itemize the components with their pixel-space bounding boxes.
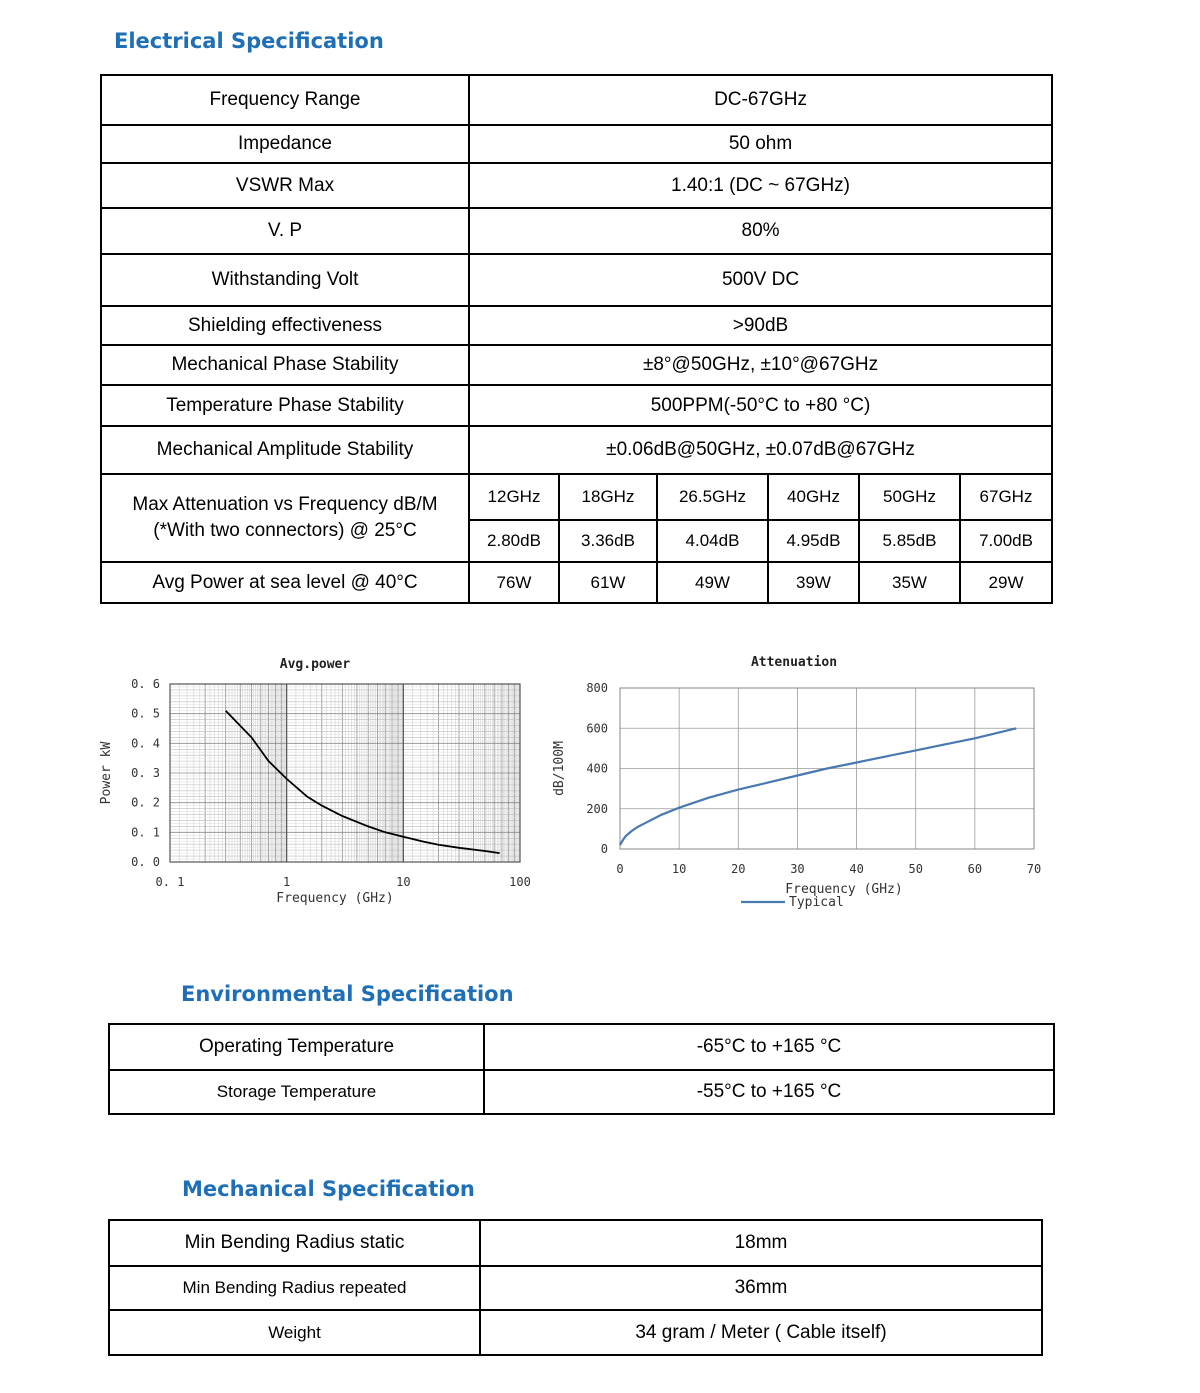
row-value: 34 gram / Meter ( Cable itself) [480,1310,1042,1355]
row-label: Mechanical Amplitude Stability [101,426,469,474]
row-label: Withstanding Volt [101,254,469,306]
row-label: V. P [101,208,469,254]
power-cell: 61W [559,562,657,603]
power-cell: 29W [960,562,1052,603]
row-value: 500V DC [469,254,1052,306]
power-cell: 49W [657,562,768,603]
y-tick-label: 0. 2 [131,795,160,810]
x-tick-label: 40 [849,862,864,876]
row-label: Mechanical Phase Stability [101,345,469,385]
freq-cell: 67GHz [960,474,1052,520]
row-value: -65°C to +165 °C [484,1024,1054,1070]
avg-power-chart [90,648,550,913]
freq-cell: 40GHz [768,474,859,520]
x-tick-label: 0 [616,862,624,876]
power-cell: 76W [469,562,559,603]
row-value: ±8°@50GHz, ±10°@67GHz [469,345,1052,385]
y-tick-label: 0 [600,842,608,856]
freq-cell: 26.5GHz [657,474,768,520]
row-value: 18mm [480,1220,1042,1266]
row-value: DC-67GHz [469,75,1052,125]
table-row [101,345,1052,385]
y-tick-label: 0. 1 [131,825,160,840]
attenuation-chart [545,648,1065,913]
table-row [101,254,1052,306]
attenuation-label-line2: (*With two connectors) @ 25°C [153,520,417,541]
table-row [109,1266,1042,1310]
table-row [101,125,1052,163]
y-tick-label: 0. 4 [131,736,160,751]
row-value: -55°C to +165 °C [484,1070,1054,1114]
x-axis-label: Frequency (GHz) [276,891,394,906]
x-axis-label: Frequency (GHz) [785,882,903,897]
freq-cell: 50GHz [859,474,960,520]
attenuation-cell: 2.80dB [469,520,559,562]
table-row [101,426,1052,474]
environmental-spec-title: Environmental Specification [181,982,514,1006]
table-row [101,208,1052,254]
y-tick-label: 400 [586,761,608,776]
electrical-spec-title: Electrical Specification [114,29,384,53]
table-row [109,1070,1054,1114]
y-axis-label: dB/100M [552,741,567,796]
x-tick-label: 0. 1 [155,875,185,889]
table-row [101,306,1052,345]
row-label: Frequency Range [101,75,469,125]
y-axis-label: Power kW [99,741,114,805]
row-value: 500PPM(-50°C to +80 °C) [469,385,1052,426]
y-tick-label: 600 [586,721,608,736]
row-value: >90dB [469,306,1052,345]
x-tick-label: 100 [509,875,531,889]
chart-title: Avg.power [279,657,351,672]
row-label: Storage Temperature [109,1070,484,1114]
x-tick-label: 50 [908,862,923,876]
table-row [101,75,1052,125]
row-value: 50 ohm [469,125,1052,163]
freq-cell: 12GHz [469,474,559,520]
table-row [109,1024,1054,1070]
attenuation-label-line1: Max Attenuation vs Frequency dB/M [132,494,438,515]
x-tick-label: 1 [283,875,291,889]
row-label: Min Bending Radius static [109,1220,480,1266]
row-value: 80% [469,208,1052,254]
legend-label: Typical [789,895,844,910]
table-row [109,1220,1042,1266]
y-tick-label: 0. 0 [131,855,160,869]
attenuation-label [101,474,469,562]
row-label: Impedance [101,125,469,163]
row-label: Shielding effectiveness [101,306,469,345]
power-cell: 39W [768,562,859,603]
power-cell: 35W [859,562,960,603]
x-tick-label: 70 [1026,862,1042,876]
table-row [101,562,1052,603]
y-tick-label: 200 [586,801,608,816]
attenuation-cell: 7.00dB [960,520,1052,562]
table-row [101,385,1052,426]
y-tick-label: 800 [586,681,608,695]
environmental-spec-table [108,1023,1055,1115]
row-label: Min Bending Radius repeated [109,1266,480,1310]
x-tick-label: 60 [967,862,983,876]
mechanical-spec-table [108,1219,1043,1356]
y-tick-label: 0. 6 [131,677,160,691]
y-tick-label: 0. 3 [131,766,160,780]
row-value: ±0.06dB@50GHz, ±0.07dB@67GHz [469,426,1052,474]
row-label: VSWR Max [101,163,469,208]
freq-cell: 18GHz [559,474,657,520]
row-value: 36mm [480,1266,1042,1310]
x-tick-label: 10 [671,862,687,876]
table-row [101,474,1052,520]
x-tick-label: 20 [731,862,746,876]
electrical-spec-table [100,74,1053,604]
y-tick-label: 0. 5 [131,706,160,721]
table-row [109,1310,1042,1355]
row-label: Operating Temperature [109,1024,484,1070]
row-label: Weight [109,1310,480,1355]
power-label: Avg Power at sea level @ 40°C [101,562,469,603]
attenuation-cell: 3.36dB [559,520,657,562]
attenuation-cell: 4.95dB [768,520,859,562]
chart-title: Attenuation [750,655,838,670]
x-tick-label: 10 [396,875,411,889]
row-value: 1.40:1 (DC ~ 67GHz) [469,163,1052,208]
attenuation-cell: 5.85dB [859,520,960,562]
attenuation-cell: 4.04dB [657,520,768,562]
mechanical-spec-title: Mechanical Specification [182,1177,475,1201]
x-tick-label: 30 [790,862,805,876]
row-label: Temperature Phase Stability [101,385,469,426]
table-row [101,163,1052,208]
